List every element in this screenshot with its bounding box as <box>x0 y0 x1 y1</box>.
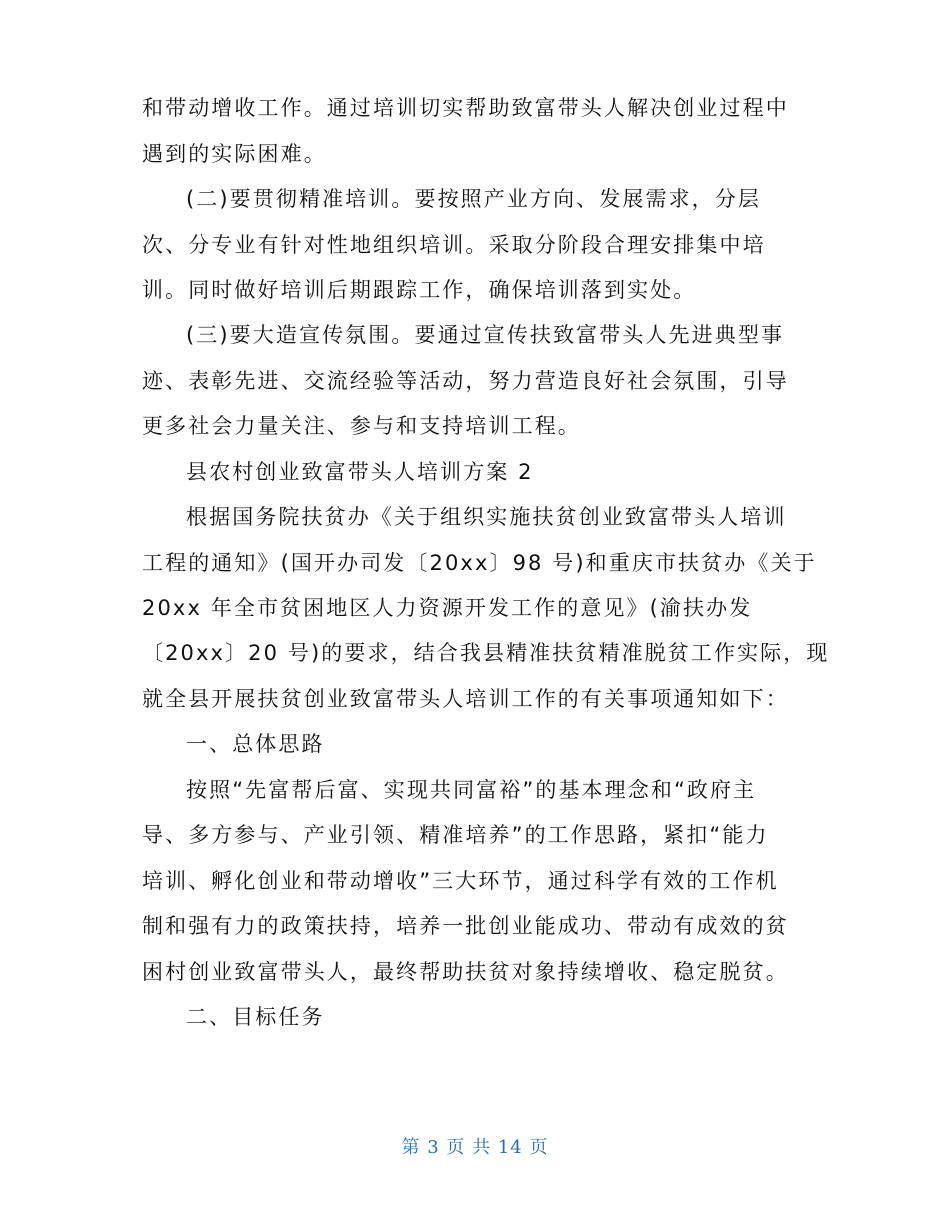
paragraph-first-line: (三)要大造宣传氛围。要通过宣传扶致富带头人先进典型事 <box>186 323 785 347</box>
text-line: 制和强有力的政策扶持，培养一批创业能成功、带动有成效的贫 <box>142 914 789 938</box>
paragraph-first-line: 按照“先富帮后富、实现共同富裕”的基本理念和“政府主 <box>186 778 757 802</box>
text-line: 遇到的实际困难。 <box>142 142 327 166</box>
text-line: 20xx 年全市贫困地区人力资源开发工作的意见》(渝扶办发 <box>142 596 753 620</box>
page-number: 第 3 页 共 14 页 <box>401 1137 549 1158</box>
text-line: 更多社会力量关注、参与和支持培训工程。 <box>142 414 581 438</box>
text-line: 次、分专业有针对性地组织培训。采取分阶段合理安排集中培 <box>142 233 766 257</box>
text-line: 和带动增收工作。通过培训切实帮助致富带头人解决创业过程中 <box>142 96 789 120</box>
text-line: 培训、孵化创业和带动增收”三大环节，通过科学有效的工作机 <box>142 869 779 893</box>
text-line: 导、多方参与、产业引领、精准培养”的工作思路，紧扣“能力 <box>142 823 769 847</box>
text-line: 工程的通知》(国开办司发〔20xx〕98 号)和重庆市扶贫办《关于 <box>142 551 817 575</box>
text-line: 〔20xx〕20 号)的要求，结合我县精准扶贫精准脱贫工作实际，现 <box>142 641 830 665</box>
section-heading: 二、目标任务 <box>186 1005 325 1029</box>
paragraph-first-line: (二)要贯彻精准培训。要按照产业方向、发展需求，分层 <box>186 187 761 211</box>
text-line: 就全县开展扶贫创业致富带头人培训工作的有关事项通知如下： <box>142 687 789 711</box>
text-line: 困村创业致富带头人，最终帮助扶贫对象持续增收、稳定脱贫。 <box>142 960 789 984</box>
section-heading: 一、总体思路 <box>186 732 325 756</box>
section-title: 县农村创业致富带头人培训方案 2 <box>186 460 534 484</box>
text-line: 迹、表彰先进、交流经验等活动，努力营造良好社会氛围，引导 <box>142 369 789 393</box>
text-line: 训。同时做好培训后期跟踪工作，确保培训落到实处。 <box>142 278 697 302</box>
paragraph-first-line: 根据国务院扶贫办《关于组织实施扶贫创业致富带头人培训 <box>186 505 787 529</box>
